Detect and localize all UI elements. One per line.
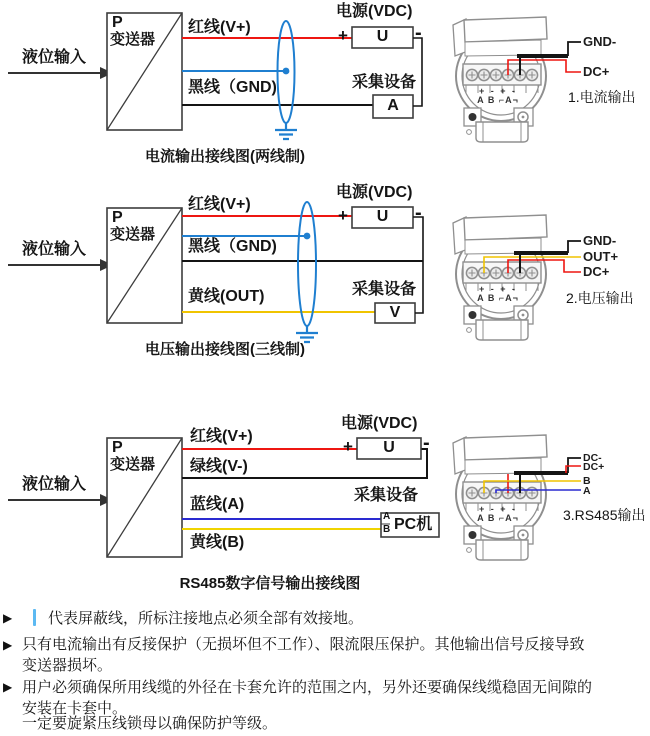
terminal-polarity-row: + - + - bbox=[478, 86, 517, 96]
shield-ellipse bbox=[298, 202, 316, 326]
power-unit: U bbox=[383, 439, 395, 457]
head1-dc-label: DC+ bbox=[583, 64, 610, 79]
transmitter-name-label: 变送器 bbox=[110, 456, 156, 473]
plus-sign: + bbox=[338, 26, 348, 45]
head2-gnd-label: GND- bbox=[583, 233, 617, 248]
head3-a-label: A bbox=[583, 485, 591, 497]
flow-input-label: 液位输入 bbox=[22, 476, 87, 493]
green-wire-label: 绿线(V-) bbox=[190, 458, 248, 475]
red-wire-label: 红线(V+) bbox=[188, 196, 251, 213]
bullet-icon: ▶ bbox=[3, 611, 13, 625]
power-unit: U bbox=[376, 208, 389, 226]
red-wire-label: 红线(V+) bbox=[188, 19, 251, 36]
terminal-name-row: A B ⌐A¬ bbox=[477, 293, 519, 303]
transmitter-p-label: P bbox=[112, 209, 123, 226]
head3-caption: 3.RS485输出 bbox=[563, 507, 646, 523]
minus-sign: - bbox=[423, 432, 430, 454]
terminal-name-row: A B ⌐A¬ bbox=[477, 513, 519, 523]
note-protection-line2: 变送器损坏。 bbox=[22, 657, 113, 674]
flow-input-label: 液位输入 bbox=[22, 49, 87, 66]
red-wire-label: 红线(V+) bbox=[190, 428, 253, 445]
plus-sign: + bbox=[343, 437, 353, 456]
terminal-name-row: A B ⌐A¬ bbox=[477, 95, 519, 105]
pc-port-b-label: B bbox=[383, 524, 391, 535]
note-cable-line1: 用户必须确保所用线缆的外径在卡套允许的范围之内，另外还要确保线缆稳固无间隙的 bbox=[22, 679, 593, 696]
bullet-icon: ▶ bbox=[3, 680, 13, 694]
head3-dcplus-label: DC+ bbox=[583, 461, 605, 473]
plus-sign: + bbox=[338, 206, 348, 225]
minus-sign: - bbox=[415, 22, 422, 44]
pc-label: PC机 bbox=[394, 516, 433, 533]
transmitter-head-voltage bbox=[453, 215, 547, 340]
yellow-wire-label: 黄线(OUT) bbox=[188, 288, 265, 305]
note-protection-line1: 只有电流输出有反接保护（无损坏但不工作）、限流限压保护。其他输出信号反接导致 bbox=[22, 636, 585, 653]
head2-dc-label: DC+ bbox=[583, 264, 610, 279]
terminal-polarity-row: + - + - bbox=[478, 284, 517, 294]
ground-icon bbox=[296, 326, 318, 342]
terminal-polarity-row: + - + - bbox=[478, 504, 517, 514]
black-wire-label: 黑线（GND) bbox=[188, 79, 277, 96]
transmitter-head-rs485 bbox=[453, 435, 547, 560]
collector-unit: V bbox=[389, 303, 401, 321]
diagram1-caption: 电流输出接线图(两线制) bbox=[145, 148, 305, 165]
transmitter-name-label: 变送器 bbox=[110, 31, 156, 48]
power-unit: U bbox=[376, 28, 389, 46]
transmitter-head-current bbox=[453, 17, 547, 142]
collector-unit: A bbox=[387, 97, 399, 115]
flow-input-label: 液位输入 bbox=[22, 241, 87, 258]
head3-b-label: B bbox=[583, 475, 591, 487]
blue-wire-label: 蓝线(A) bbox=[190, 496, 245, 513]
diagram2-caption: 电压输出接线图(三线制) bbox=[145, 341, 305, 358]
head1-caption: 1.电流输出 bbox=[568, 89, 636, 105]
head1-gnd-label: GND- bbox=[583, 34, 617, 49]
collector-title: 采集设备 bbox=[354, 487, 419, 504]
head3-dcminus-label: DC- bbox=[583, 452, 602, 464]
transmitter-name-label: 变送器 bbox=[110, 226, 156, 243]
yellow-wire-label: 黄线(B) bbox=[190, 534, 245, 551]
transmitter-p-label: P bbox=[112, 14, 123, 31]
note-locknut: 一定要旋紧压线锁母以确保防护等级。 bbox=[22, 715, 278, 732]
diagram3-caption: RS485数字信号输出接线图 bbox=[179, 575, 361, 592]
collector-title: 采集设备 bbox=[352, 281, 417, 298]
black-wire-label: 黑线（GND) bbox=[188, 238, 277, 255]
shield-legend-bar-icon bbox=[33, 609, 36, 626]
power-title: 电源(VDC) bbox=[336, 184, 413, 201]
ground-icon bbox=[275, 123, 297, 139]
power-title: 电源(VDC) bbox=[336, 3, 413, 20]
transmitter-p-label: P bbox=[112, 439, 123, 456]
bullet-icon: ▶ bbox=[3, 638, 13, 652]
pc-port-a-label: A bbox=[383, 511, 391, 522]
collector-title: 采集设备 bbox=[352, 74, 417, 91]
head2-caption: 2.电压输出 bbox=[566, 290, 634, 306]
head2-out-label: OUT+ bbox=[583, 249, 619, 264]
note-cable-line2: 安装在卡套中。 bbox=[22, 700, 128, 717]
minus-sign: - bbox=[415, 202, 422, 224]
note-shield: 代表屏蔽线，所标注接地点必须全部有效接地。 bbox=[48, 610, 364, 627]
power-title: 电源(VDC) bbox=[341, 415, 418, 432]
